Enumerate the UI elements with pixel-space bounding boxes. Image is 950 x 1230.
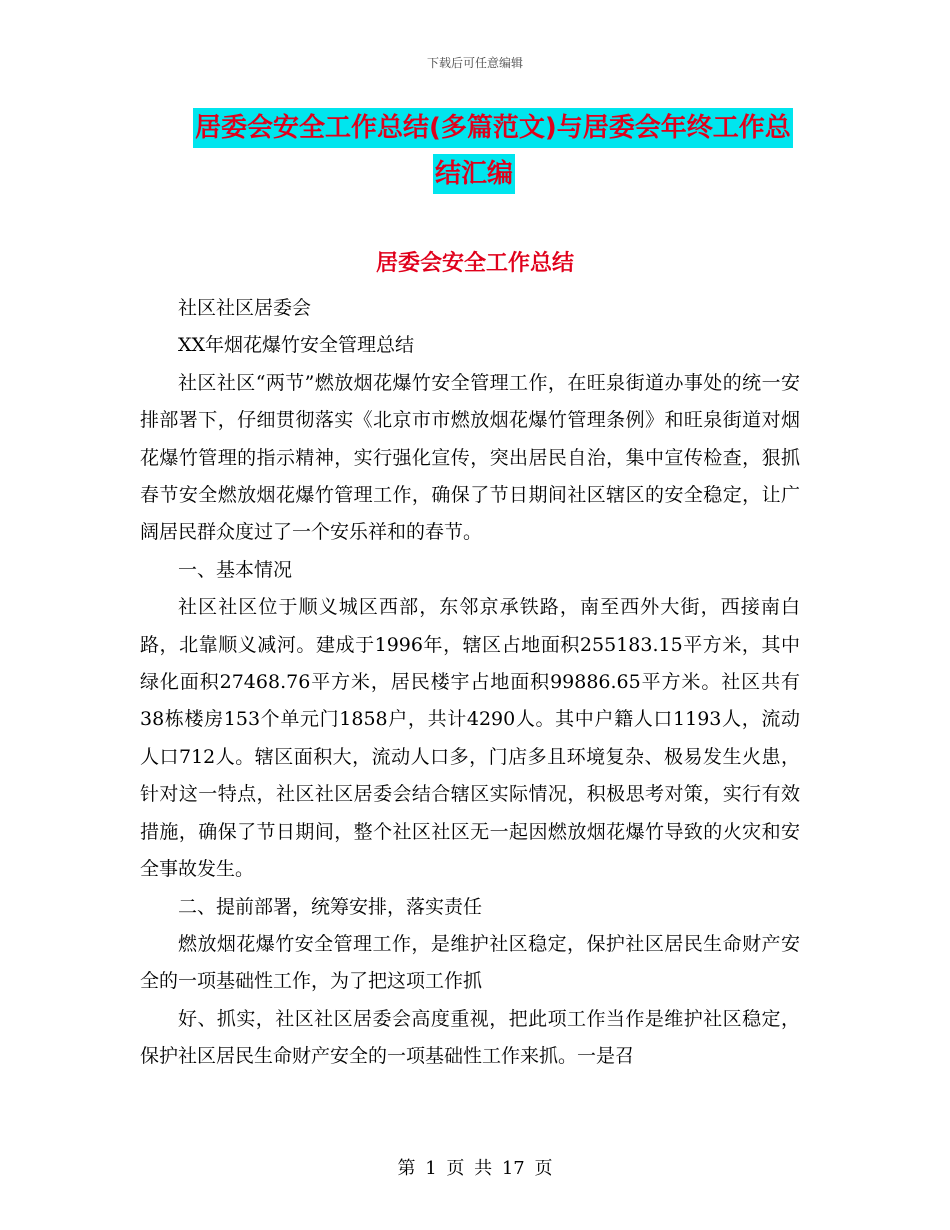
section-title: 居委会安全工作总结 [375, 251, 574, 276]
paragraph: 二、提前部署，统筹安排，落实责任 [178, 895, 483, 918]
page-footer-number: 第 1 页 共 17 页 [397, 1158, 553, 1179]
paragraph: 社区社区位于顺义城区西部，东邻京承铁路，南至西外大街，西接南白路，北靠顺义减河。建成于1996年，辖区占地面积255183.15平方米，其中绿化面积27468.76平方米，居民楼宇占地面积99886.65平方米。社区共有38栋楼房153个单元门1858户，共计4290人。其中户籍人口1193人，流动人口712人。辖区面积大，流动人口多，门店多且环境复杂、极易发生火患，针对这一特点，社区社区居委会结合辖区实际情况，积极思考对策，实行有效措施，确保了节日期间，整个社区社区无一起因燃放烟花爆竹导致的火灾和安全事故发生。 [140, 596, 800, 881]
document-title-line-2: 结汇编 [433, 154, 515, 194]
paragraph: 一、基本情况 [178, 558, 293, 581]
paragraph: 好、抓实，社区社区居委会高度重视，把此项工作当作是维护社区稳定，保护社区居民生命财产安全的一项基础性工作来抓。一是召 [140, 1007, 800, 1068]
document-title-line-1: 居委会安全工作总结(多篇范文)与居委会年终工作总 [193, 108, 793, 148]
paragraph: XX年烟花爆竹安全管理总结 [178, 334, 415, 357]
body-text [140, 290, 800, 1076]
paragraph: 社区社区“两节”燃放烟花爆竹安全管理工作，在旺泉街道办事处的统一安排部署下，仔细贯彻落实《北京市市燃放烟花爆竹管理条例》和旺泉街道对烟花爆竹管理的指示精神，实行强化宣传，突出居民自治，集中宣传检查，狠抓春节安全燃放烟花爆竹管理工作，确保了节日期间社区辖区的安全稳定，让广阔居民群众度过了一个安乐祥和的春节。 [140, 371, 800, 544]
paragraph: 社区社区居委会 [178, 297, 312, 319]
page-header-note: 下载后可任意编辑 [426, 56, 523, 70]
paragraph: 燃放烟花爆竹安全管理工作，是维护社区稳定，保护社区居民生命财产安全的一项基础性工作，为了把这项工作抓 [140, 932, 800, 993]
